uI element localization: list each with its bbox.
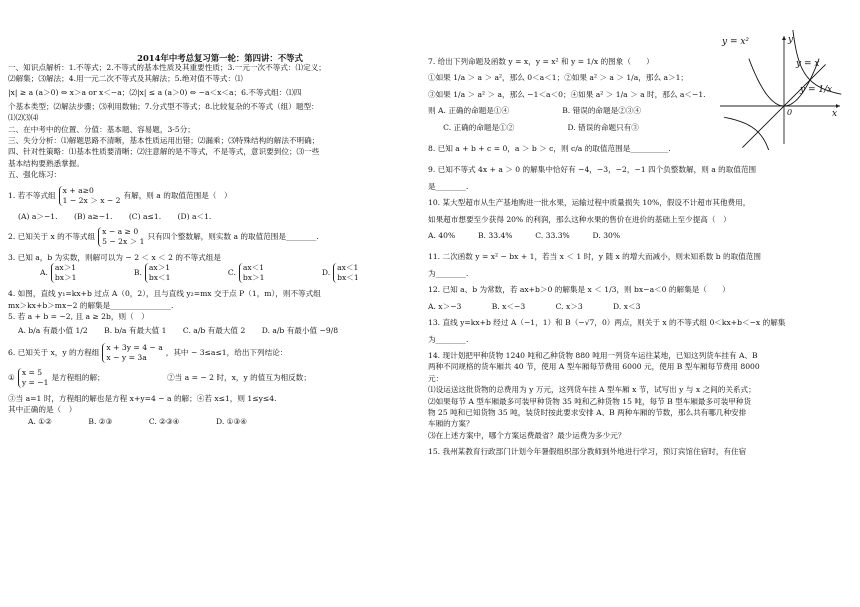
question-5: 5. 若 a + b = −2, 且 a ≥ 2b，则（ ） (8, 312, 149, 322)
option: D. ①③④ (216, 416, 248, 426)
option-key: B. (133, 268, 142, 278)
q5-options (8, 323, 410, 338)
q-text: 是方程组的解； (51, 372, 105, 382)
q6-claims: ①x = 5 y = −1是方程组的解； ②当 a = − 2 时，x，y 的值互为相反数； (8, 367, 311, 387)
option (40, 263, 79, 283)
text-line: 为________. (428, 334, 469, 344)
option: B. b/a 有最大值 1 (104, 325, 167, 335)
q-text: 2. 已知关于 x 的不等式组 (8, 232, 96, 242)
option (228, 263, 268, 283)
equation-system (59, 186, 121, 206)
option: (B) a≥−1. (73, 211, 113, 221)
eq-line: bx＜1 (148, 273, 171, 283)
text-line: 物 25 吨和已知货物 35 吨，装货时按此要求安排 A、B 两种车厢的节数，那么共有哪几种安排 (428, 407, 747, 417)
equation-system (51, 263, 77, 283)
option: (D) a＜1. (177, 211, 212, 221)
question-15: 15. 我州某教育行政部门计划今年暑假组织部分教师到外地进行学习，预订宾馆住宿时，有住宿 (428, 447, 747, 457)
eq-line: x − a ≥ 0 (102, 227, 139, 237)
text-line: ⑴设运送这批货物的总费用为 y 万元，这列货车挂 A 型车厢 x 节，试写出 y 与 x 之间的关系式； (428, 385, 756, 395)
equation-system (239, 263, 265, 283)
option: D. a/b 有最小值 −9/8 (261, 325, 339, 335)
q-text: ②当 a = − 2 时，x，y 的值互为相反数； (167, 372, 311, 382)
q-text: 有解，则 a 的取值范围是（ ） (123, 190, 232, 200)
text-line: 是________. (428, 181, 469, 191)
option-key: A. (40, 268, 48, 278)
text-line: 四、针对性策略：⑴基本性质要清晰；⑵注意解的是不等式，不是等式，意识要到位；⑶一些 (8, 147, 320, 157)
label-y-x2: y = x² (722, 37, 750, 47)
question-9: 9. 已知不等式 4x + a ＞ 0 的解集中恰好有 −4，−3，−2，−1 四个负整数解，则 a 的取值范围 (428, 165, 757, 175)
text-line: 则 A. 正确的命题是①④ B. 错误的命题是②③④ (428, 106, 641, 116)
equation-system (145, 263, 171, 283)
question-1 (8, 186, 410, 206)
eq-line: x + 3y = 4 − a (106, 342, 163, 352)
option-key: C. (227, 268, 236, 278)
question-4: 4. 如图，直线 y₁=kx+b 过点 A（0，2），且与直线 y₂=mx 交于点 P（1，m），则不等式组 (8, 289, 321, 299)
equation-system (102, 343, 162, 363)
text-line: 两种不同规格的货车厢共 40 节，使用 A 型车厢每节费用 6000 元，使用 B 型车厢每节费用 8000 (428, 362, 760, 372)
text-line: A. 40% B. 33.4% C. 33.3% D. 30% (428, 231, 621, 241)
text-line: 三、失分分析：⑴解题思路不清晰，基本性质运用出错；⑵漏乘；⑶特殊结构的解法不明确； (8, 136, 320, 146)
text-line: 元： (428, 373, 444, 383)
q-text: 1. 若不等式组 (8, 190, 56, 200)
page-title: 2014年中考总复习第一轮：第四讲：不等式 (137, 53, 303, 63)
text-line: ①如果 1/a ＞ a ＞ a²，那么 0＜a＜1；②如果 a² ＞ a ＞ 1/a，那么 a＞1； (428, 73, 689, 83)
eq-line: x = 5 (21, 367, 43, 377)
function-graph (718, 30, 844, 150)
text-line: ⑶在上述方案中，哪个方案运费最省？最少运费为多少元？ (428, 430, 626, 440)
question-10: 10. 某大型超市从生产基地购进一批水果，运输过程中质量损失 10%，假设不计超市其他费用， (428, 198, 751, 208)
option: A. ①② (28, 416, 52, 426)
text-line: 五、强化练习： (8, 170, 62, 180)
option-key: D. (321, 268, 331, 278)
origin-label: 0 (787, 108, 793, 117)
eq-line: x + a≥0 (62, 185, 94, 195)
text-line: A. x＞−3 B. x＜−3 C. x＞3 D. x＜3 (428, 301, 641, 311)
question-13: 13. 直线 y=kx+b 经过 A（−1，1）和 B（−√7，0）两点，则关于 x 的不等式组 0＜kx+b＜−x 的解集 (428, 318, 786, 328)
question-11: 11. 二次函数 y = x² − bx + 1，若当 x ＜ 1 时，y 随 x 的增大而减小，则未知系数 b 的取值范围 (428, 252, 761, 262)
question-6 (8, 343, 410, 363)
eq-line: ax＞1 (148, 263, 171, 273)
eq-line: bx＞1 (54, 273, 77, 283)
text-line: 二、在中考中的位置、分值：基本题、容易题，3-5分； (8, 124, 195, 134)
q1-options (8, 211, 410, 222)
label-y-x: y = x (796, 59, 820, 69)
eq-line: bx＞1 (242, 273, 265, 283)
text-line: 个基本类型；⑵解法步骤；⑶利用数轴；7.分式型不等式；8.比较复杂的不等式（组）题型： (8, 101, 319, 111)
eq-line: x − y = 3a (106, 352, 147, 362)
q3-options (8, 263, 410, 283)
text-line: ③如果 1/a ＞ a² ＞ a，那么 −1＜a＜0；④如果 a² ＞ 1/a ＞ a 时，那么 a＜−1. (428, 89, 706, 99)
option: (C) a≤1. (128, 211, 162, 221)
eq-line: bx＜1 (337, 273, 359, 283)
text-line: ③当 a=1 时，方程组的解也是方程 x+y=4 − a 的解；④若 x≤1，则 1≤y≤4. (8, 393, 277, 403)
left-column (8, 62, 410, 427)
equation-system (98, 227, 144, 247)
text-line: |x| ≥ a (a＞0) ⇔ x＞a or x＜−a；⑵|x| ≤ a (a＞0) ⇔ −a＜x＜a；6.不等式组：⑴四 (8, 87, 302, 97)
q-text: 6. 已知关于 x，y 的方程组 (8, 347, 100, 357)
q-text: 只有四个整数解，则实数 a 的取值范围是________. (147, 232, 319, 242)
option: C. ②③④ (148, 416, 180, 426)
option: (A) a＞−1. (18, 211, 58, 221)
label-y-1x: y = 1/x (800, 85, 833, 95)
eq-line: ax＜1 (337, 263, 359, 273)
question-8: 8. 已知 a + b + c = 0，a ＞ b ＞ c，则 c/a 的取值范围是__________. (428, 144, 671, 154)
option (134, 263, 174, 283)
eq-line: 5 − 2x ＞ 1 (102, 237, 145, 247)
equation-system (18, 368, 49, 388)
question-12: 12. 已知 a、b 为常数，若 ax+b＞0 的解集是 x ＜ 1/3，则 bx−a＜0 的解集是（ ） (428, 285, 730, 295)
text-line: ⑵如果每节 A 型车厢最多可装甲种货物 35 吨和乙种货物 15 吨，每节 B 型车厢最多可装甲种货 (428, 396, 752, 406)
y-axis-label: y (788, 35, 794, 45)
x-axis-label: x (832, 109, 838, 119)
text-line: ⑵解集；⑶解法；4.用一元二次不等式及其解法；5.绝对值不等式：⑴ (8, 74, 243, 84)
eq-line: ax＞1 (54, 263, 77, 273)
text-line: 其中正确的是（ ） (8, 405, 77, 415)
x-axis-arrow (836, 104, 840, 108)
q-text: ，其中 − 3≤a≤1，给出下列结论： (165, 347, 288, 357)
eq-line: ax＜1 (242, 263, 265, 273)
text-line: C. 正确的命题是①② D. 错误的命题只有③ (428, 122, 639, 132)
equation-system (333, 263, 359, 283)
question-2 (8, 227, 410, 247)
option (322, 263, 362, 283)
text-line: 车厢的方案？ (428, 419, 474, 429)
y-axis-arrow (782, 36, 786, 40)
option: A. b/a 有最小值 1/2 (18, 325, 88, 335)
question-3: 3. 已知 a，b 为实数，则解可以为 − 2 ＜ x ＜ 2 的不等式组是 (8, 253, 221, 263)
eq-line: y = −1 (21, 377, 49, 387)
text-line: mx＞kx+b＞mx−2 的解集是________________. (8, 300, 174, 310)
option: B. ②③ (88, 416, 113, 426)
question-7: 7. 给出下列命题及函数 y = x，y = x² 和 y = 1/x 的图象（ ） (428, 57, 654, 66)
text-line: 基本结构要熟悉掌握。 (8, 158, 84, 168)
question-14: 14. 现计划把甲种货物 1240 吨和乙种货物 880 吨用一列货车运往某地，已知这列货车挂有 A、B (428, 350, 758, 360)
text-line: 一、知识点解析：1.不等式；2.不等式的基本性质及其重要性质；3.一元一次不等式：⑴定义； (8, 63, 326, 72)
text-line: 为________. (428, 268, 469, 278)
eq-line: 1 − 2x ＞ x − 2 (62, 195, 121, 205)
text-line: 如果超市想要至少获得 20% 的利润，那么这种水果的售价在进价的基础上至少提高（ ） (428, 214, 731, 224)
q6-options (8, 416, 410, 427)
option: C. a/b 有最大值 2 (182, 325, 246, 335)
text-line: ⑴⑵⑶⑷ (8, 113, 39, 123)
